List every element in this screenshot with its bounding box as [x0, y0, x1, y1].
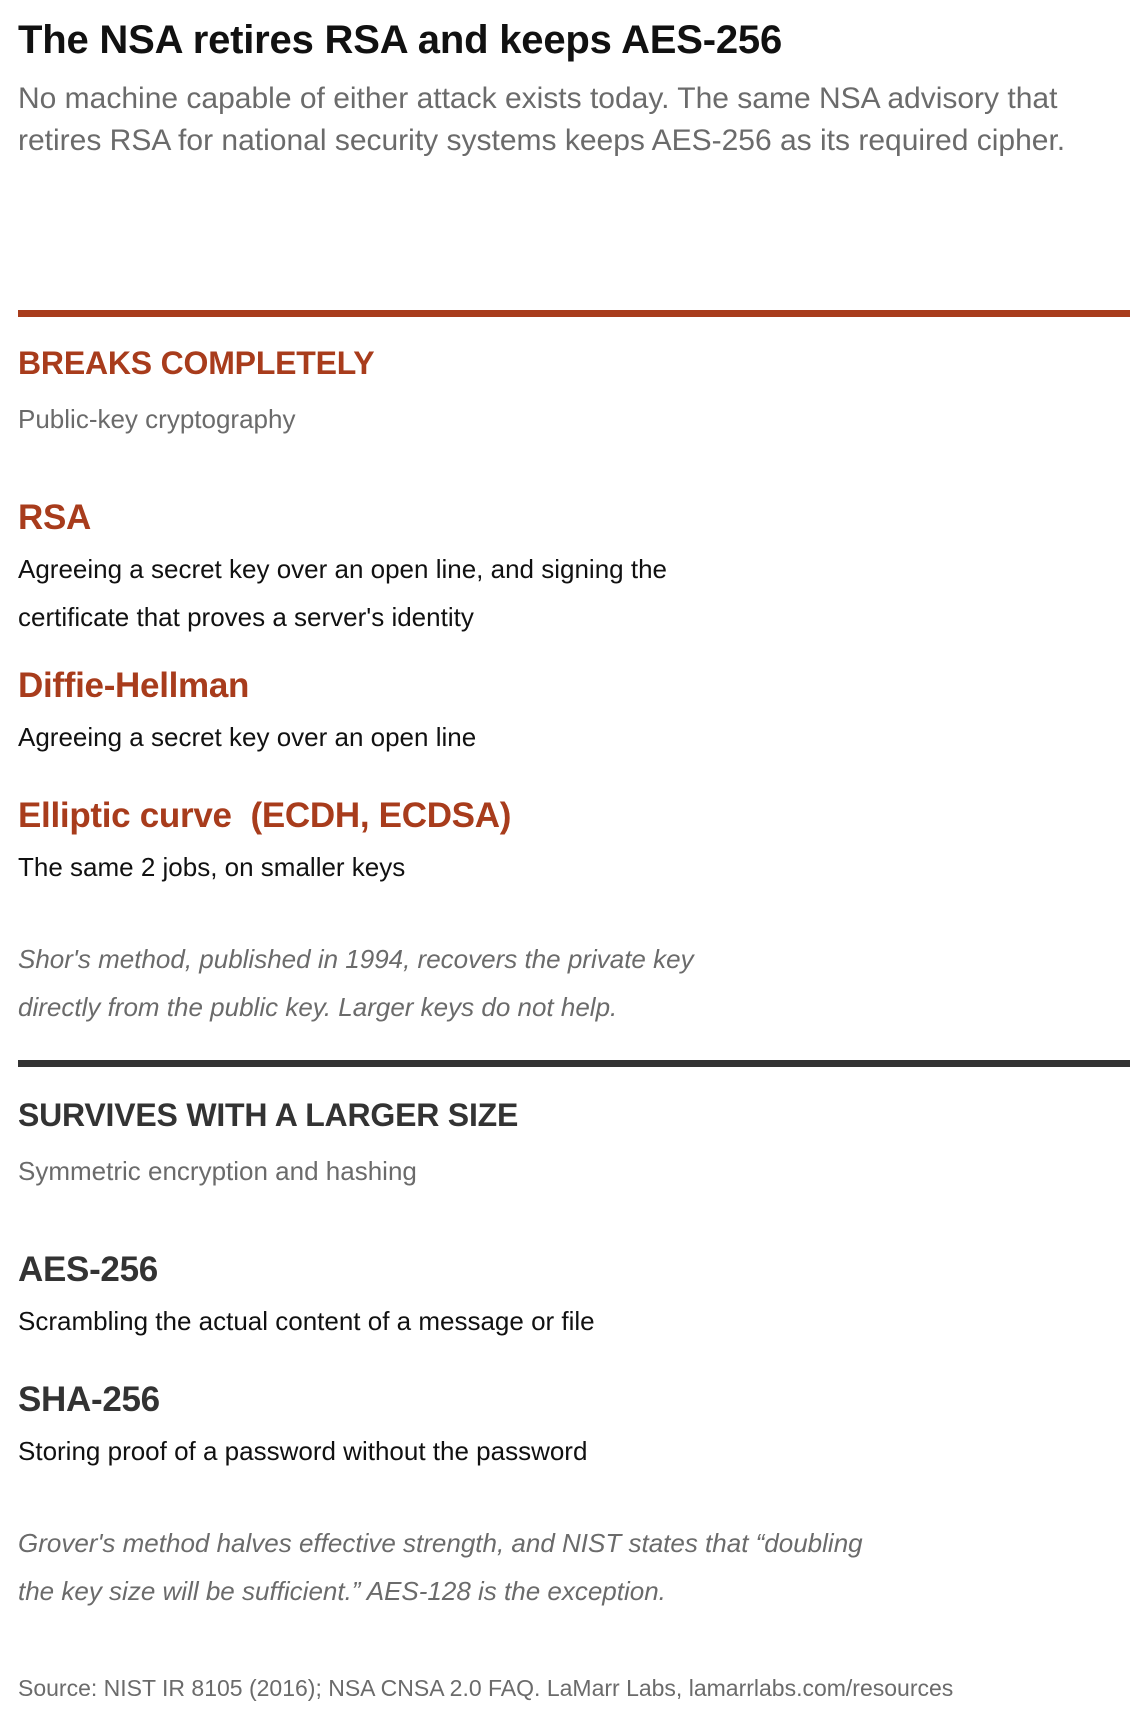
item-desc-rsa: Agreeing a secret key over an open line, and signing the certificate that proves a server's identity [18, 554, 667, 632]
item-name-sha-256: SHA-256 [18, 1380, 160, 1419]
breaks-divider [18, 310, 1130, 317]
breaks-subheading: Public-key cryptography [18, 404, 296, 434]
page-subtitle: No machine capable of either attack exists today. The same NSA advisory that retires RSA for national security systems keeps AES-256 as its required cipher. [18, 82, 1066, 157]
survives-note: Grover's method halves effective strength, and NIST states that “doubling the key size will be sufficient.” AES-128 is the exception. [18, 1528, 863, 1606]
item-name-elliptic-curve: Elliptic curve (ECDH, ECDSA) [18, 796, 512, 835]
item-desc-diffie-hellman: Agreeing a secret key over an open line [18, 722, 477, 752]
item-desc-elliptic-curve: The same 2 jobs, on smaller keys [18, 852, 406, 882]
item-name-rsa: RSA [18, 498, 91, 537]
breaks-note: Shor's method, published in 1994, recovers the private key directly from the public key. Larger keys do not help. [18, 944, 694, 1022]
survives-heading: SURVIVES WITH A LARGER SIZE [18, 1097, 519, 1133]
item-name-diffie-hellman: Diffie-Hellman [18, 666, 250, 705]
item-desc-aes-256: Scrambling the actual content of a message or file [18, 1306, 595, 1336]
item-name-aes-256: AES-256 [18, 1250, 158, 1289]
survives-subheading: Symmetric encryption and hashing [18, 1156, 417, 1186]
item-desc-sha-256: Storing proof of a password without the password [18, 1436, 588, 1466]
infographic [18, 0, 1130, 1722]
breaks-heading: BREAKS COMPLETELY [18, 345, 375, 381]
source-credit: Source: NIST IR 8105 (2016); NSA CNSA 2.0 FAQ. LaMarr Labs, lamarrlabs.com/resources [18, 1675, 954, 1701]
survives-divider [18, 1060, 1130, 1067]
page-title: The NSA retires RSA and keeps AES-256 [18, 18, 782, 62]
